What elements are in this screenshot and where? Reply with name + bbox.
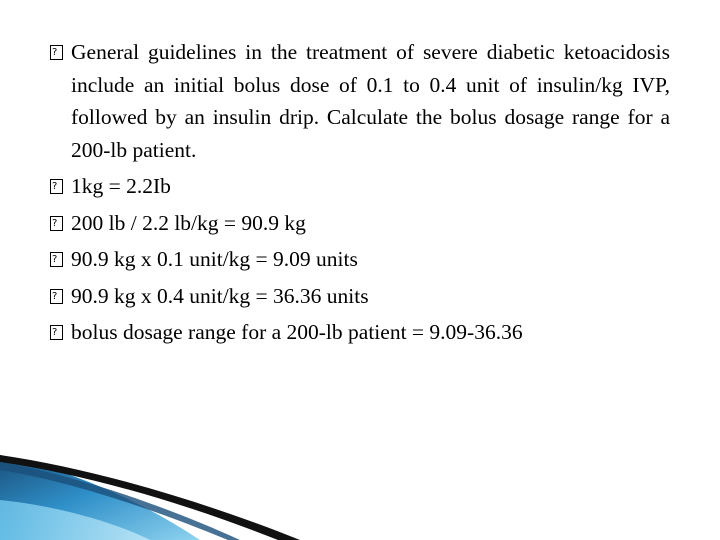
bullet-conversion-factor [50,170,670,203]
bullet-text: 200 lb / 2.2 lb/kg = 90.9 kg [71,210,306,235]
swoosh-dark-stripe [0,455,300,540]
bullet-low-dose [50,243,670,276]
bullet-box-icon [50,252,63,267]
bullet-box-icon [50,216,63,231]
bullet-text: bolus dosage range for a 200-lb patient = 9.09-36.36 [71,320,523,344]
bullet-dosage-range [50,316,670,349]
bullet-box-icon [50,325,63,340]
bullet-text: 1kg = 2.2Ib [71,174,171,198]
swoosh-accent-stripe [0,462,240,540]
bullet-box-icon [50,45,63,60]
bullet-high-dose [50,280,670,313]
bullet-box-icon [50,179,63,194]
bullet-list [50,36,670,353]
bullet-text: General guidelines in the treatment of severe diabetic ketoacidosis include an initial bolus dose of 0.1 to 0.4 unit of insulin/kg IVP, followed by an insulin drip. Calculate the bolus dosage range for a 200-lb patient. [71,40,670,162]
swoosh-blue-shape [0,455,200,540]
bullet-problem-statement [50,36,670,166]
bullet-text: 90.9 kg x 0.1 unit/kg = 9.09 units [71,247,358,271]
bullet-weight-conversion [50,207,670,240]
swoosh-light-shape [0,500,150,540]
bullet-box-icon [50,289,63,304]
bullet-text: 90.9 kg x 0.4 unit/kg = 36.36 units [71,283,369,308]
